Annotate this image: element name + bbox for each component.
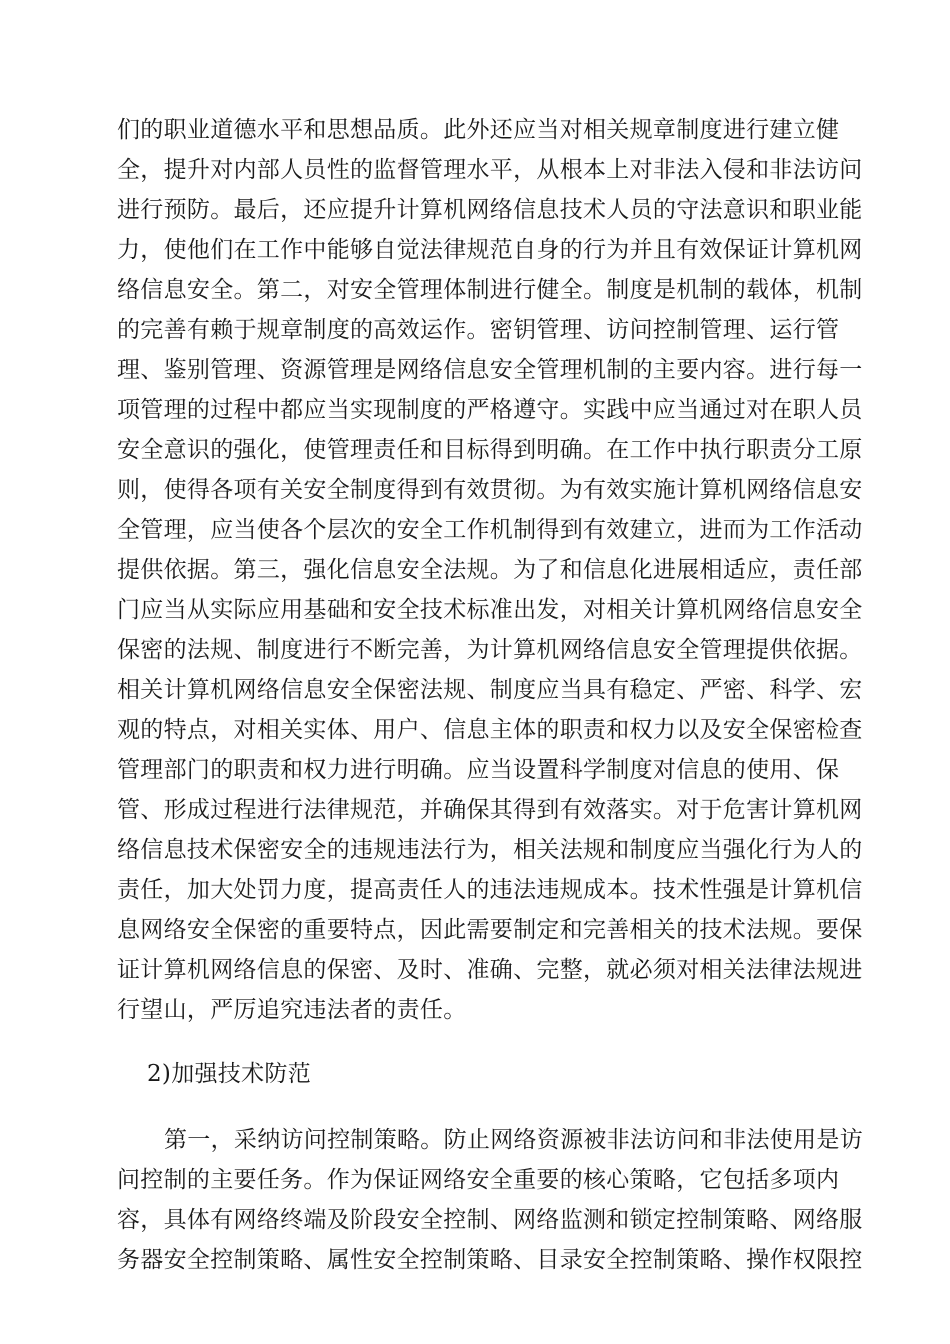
body-text-line: 则，使得各项有关安全制度得到有效贯彻。为有效实施计算机网络信息安: [117, 477, 863, 503]
body-text-line: 管理部门的职责和权力进行明确。应当设置科学制度对信息的使用、保: [117, 757, 840, 783]
body-text-line: 项管理的过程中都应当实现制度的严格遵守。实践中应当通过对在职人员: [117, 397, 863, 423]
body-text-line: 证计算机网络信息的保密、及时、准确、完整，就必须对相关法律法规进: [117, 957, 863, 983]
body-text-line: 们的职业道德水平和思想品质。此外还应当对相关规章制度进行建立健: [117, 117, 840, 143]
body-text-line: 保密的法规、制度进行不断完善，为计算机网络信息安全管理提供依据。: [117, 637, 863, 663]
body-text-line: 门应当从实际应用基础和安全技术标准出发，对相关计算机网络信息安全: [117, 597, 863, 623]
body-text-line: 全管理，应当使各个层次的安全工作机制得到有效建立，进而为工作活动: [117, 517, 863, 543]
body-text-line: 安全意识的强化，使管理责任和目标得到明确。在工作中执行职责分工原: [117, 437, 863, 463]
body-text-line: 络信息安全。第二，对安全管理体制进行健全。制度是机制的载体，机制: [117, 277, 863, 303]
body-text-line: 力，使他们在工作中能够自觉法律规范自身的行为并且有效保证计算机网: [117, 237, 863, 263]
body-text-line: 行望山，严厉追究违法者的责任。: [117, 997, 467, 1023]
body-text-line: 全，提升对内部人员性的监督管理水平，从根本上对非法入侵和非法访问: [117, 157, 863, 183]
body-text-line: 第一，采纳访问控制策略。防止网络资源被非法访问和非法使用是访: [164, 1127, 863, 1153]
body-text-line: 观的特点，对相关实体、用户、信息主体的职责和权力以及安全保密检查: [117, 717, 863, 743]
body-text-line: 问控制的主要任务。作为保证网络安全重要的核心策略，它包括多项内: [117, 1167, 840, 1193]
body-text-line: 容，具体有网络终端及阶段安全控制、网络监测和锁定控制策略、网络服: [117, 1207, 863, 1233]
body-text-line: 络信息技术保密安全的违规违法行为，相关法规和制度应当强化行为人的: [117, 837, 863, 863]
body-text-line: 相关计算机网络信息安全保密法规、制度应当具有稳定、严密、科学、宏: [117, 677, 863, 703]
section-heading: 2)加强技术防范: [147, 1061, 312, 1087]
body-text-line: 理、鉴别管理、资源管理是网络信息安全管理机制的主要内容。进行每一: [117, 357, 863, 383]
body-text-line: 提供依据。第三，强化信息安全法规。为了和信息化进展相适应，责任部: [117, 557, 863, 583]
body-text-line: 息网络安全保密的重要特点，因此需要制定和完善相关的技术法规。要保: [117, 917, 863, 943]
body-text-line: 管、形成过程进行法律规范，并确保其得到有效落实。对于危害计算机网: [117, 797, 863, 823]
body-text-line: 务器安全控制策略、属性安全控制策略、目录安全控制策略、操作权限控: [117, 1247, 863, 1273]
body-text-line: 责任，加大处罚力度，提高责任人的违法违规成本。技术性强是计算机信: [117, 877, 863, 903]
body-text-line: 的完善有赖于规章制度的高效运作。密钥管理、访问控制管理、运行管: [117, 317, 840, 343]
body-text-line: 进行预防。最后，还应提升计算机网络信息技术人员的守法意识和职业能: [117, 197, 863, 223]
